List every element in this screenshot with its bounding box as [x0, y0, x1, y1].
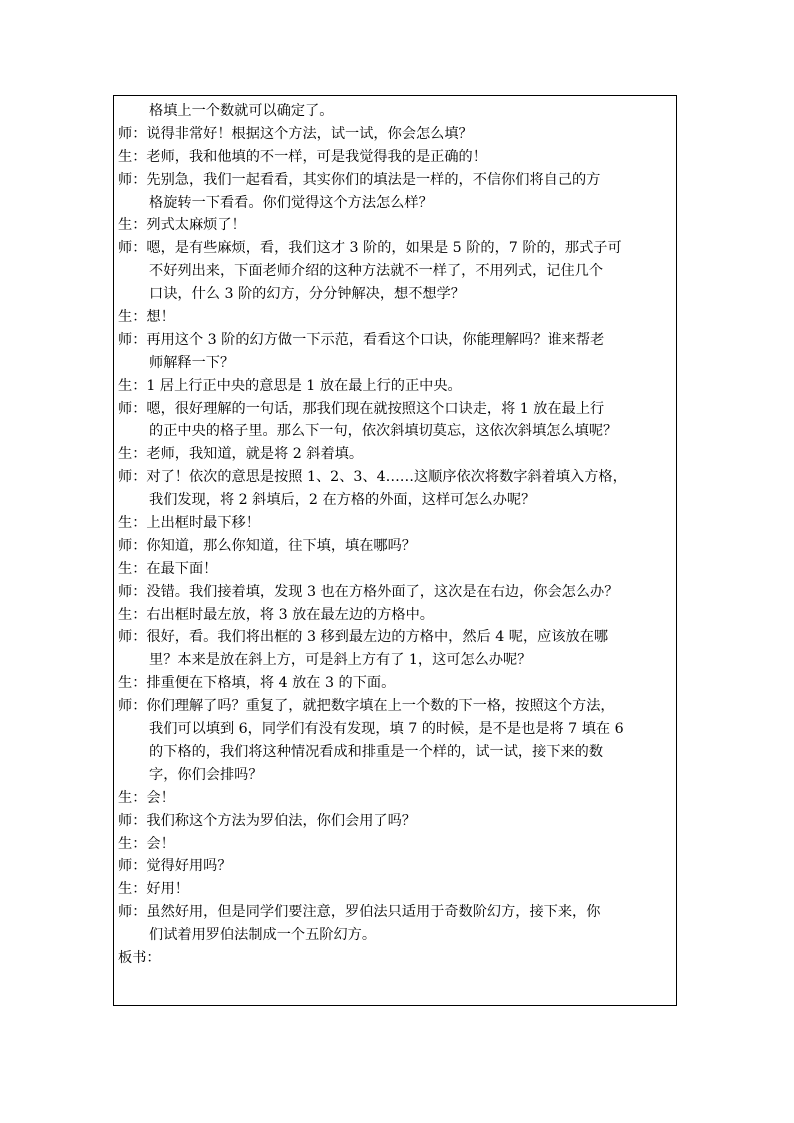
transcript-line: 们试着用罗伯法制成一个五阶幻方。: [149, 927, 377, 944]
transcript-line: 生：老师，我知道，就是将 2 斜着填。: [118, 446, 364, 463]
lesson-transcript-box: [113, 95, 677, 1006]
transcript-line: 我们可以填到 6，同学们有没有发现，填 7 的时候，是不是也是将 7 填在 6: [149, 721, 624, 738]
transcript-line: 生：在最下面！: [118, 560, 218, 577]
transcript-line: 我们发现，将 2 斜填后，2 在方格的外面，这样可怎么办呢？: [149, 492, 536, 509]
transcript-line: 生：列式太麻烦了！: [118, 217, 246, 234]
transcript-line: 生：好用！: [118, 881, 189, 898]
transcript-line: 生：右出框时最左放，将 3 放在最左边的方格中。: [118, 606, 434, 623]
transcript-lines: [118, 100, 670, 970]
transcript-line: 师：对了！依次的意思是按照 1、2、3、4……这顺序依次将数字斜着填入方格，: [118, 469, 627, 486]
transcript-line: 不好列出来，下面老师介绍的这种方法就不一样了，不用列式，记住几个: [149, 263, 604, 280]
transcript-line: 生：上出框时最下移！: [118, 515, 260, 532]
transcript-line: 生：排重便在下格填，将 4 放在 3 的下面。: [118, 675, 396, 692]
transcript-line: 师：我们称这个方法为罗伯法，你们会用了吗？: [118, 812, 416, 829]
transcript-line: 板书：: [118, 949, 161, 966]
transcript-line: 的正中央的格子里。那么下一句，依次斜填切莫忘，这依次斜填怎么填呢？: [149, 423, 618, 440]
transcript-line: 师：没错。我们接着填，发现 3 也在方格外面了，这次是在右边，你会怎么办？: [118, 583, 619, 600]
transcript-line: 师：你知道，那么你知道，往下填，填在哪吗？: [118, 537, 416, 554]
transcript-line: 师：再用这个 3 阶的幻方做一下示范，看看这个口诀，你能理解吗？谁来帮老: [118, 331, 605, 348]
transcript-line: 师：很好，看。我们将出框的 3 移到最左边的方格中，然后 4 呢，应该放在哪: [118, 629, 609, 646]
transcript-line: 生：会！: [118, 835, 175, 852]
transcript-line: 师：觉得好用吗？: [118, 858, 232, 875]
transcript-line: 生：1 居上行正中央的意思是 1 放在最上行的正中央。: [118, 377, 462, 394]
transcript-line: 生：想！: [118, 309, 175, 326]
transcript-line: 生：老师，我和他填的不一样，可是我觉得我的是正确的！: [118, 148, 487, 165]
transcript-line: 里？本来是放在斜上方，可是斜上方有了 1，这可怎么办呢？: [149, 652, 532, 669]
transcript-line: 师解释一下？: [149, 354, 235, 371]
transcript-line: 师：嗯，很好理解的一句话，那我们现在就按照这个口诀走，将 1 放在最上行: [118, 400, 605, 417]
transcript-line: 师：说得非常好！根据这个方法，试一试，你会怎么填？: [118, 125, 473, 142]
transcript-line: 生：会！: [118, 789, 175, 806]
transcript-line: 师：嗯，是有些麻烦，看，我们这才 3 阶的，如果是 5 阶的，7 阶的，那式子可: [118, 240, 622, 257]
transcript-line: 师：先别急，我们一起看看，其实你们的填法是一样的，不信你们将自己的方: [118, 171, 601, 188]
transcript-line: 字，你们会排吗？: [149, 766, 263, 783]
transcript-line: 师：虽然好用，但是同学们要注意，罗伯法只适用于奇数阶幻方，接下来，你: [118, 904, 601, 921]
transcript-line: 格填上一个数就可以确定了。: [149, 103, 334, 119]
transcript-line: 师：你们理解了吗？重复了，就把数字填在上一个数的下一格，按照这个方法，: [118, 698, 615, 715]
transcript-line: 的下格的，我们将这种情况看成和排重是一个样的，试一试，接下来的数: [149, 743, 604, 760]
transcript-line: 口诀，什么 3 阶的幻方，分分钟解决，想不想学？: [149, 286, 465, 303]
transcript-line: 格旋转一下看看。你们觉得这个方法怎么样？: [149, 194, 433, 211]
